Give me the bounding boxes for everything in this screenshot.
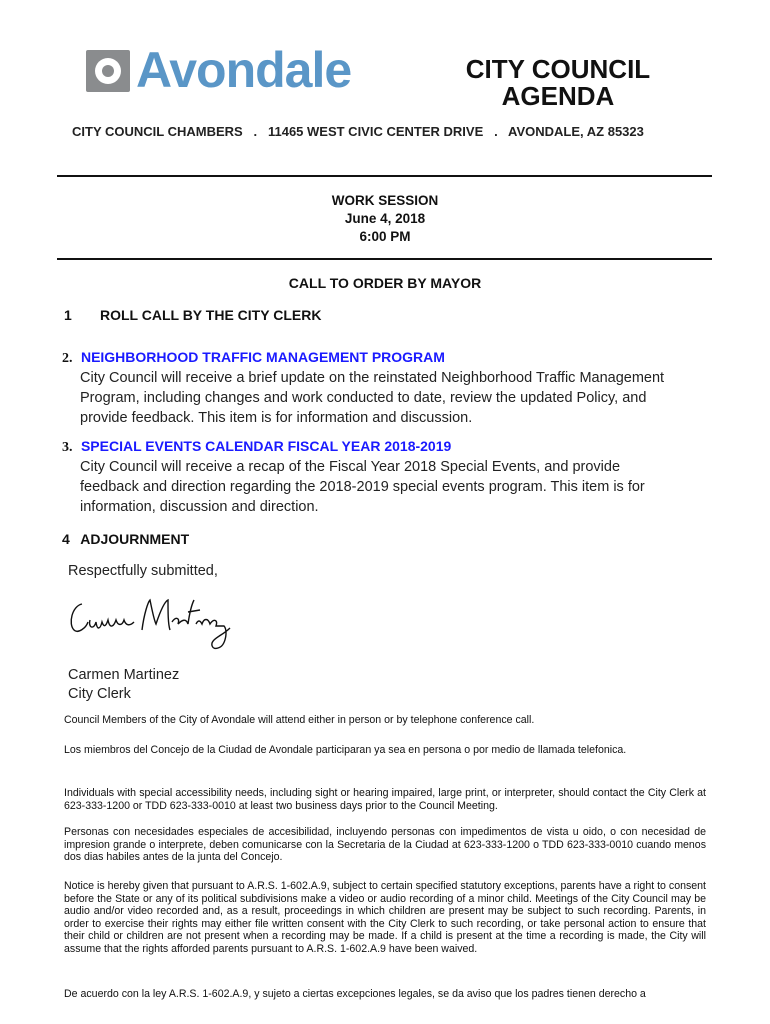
- session-divider: [57, 258, 712, 260]
- item-description: [80, 368, 705, 428]
- item-title: ROLL CALL BY THE CITY CLERK: [100, 307, 322, 323]
- item-title: ADJOURNMENT: [80, 531, 190, 547]
- description-line: information, discussion and direction.: [80, 499, 319, 515]
- item-number: 3.: [62, 440, 73, 455]
- call-to-order: CALL TO ORDER BY MAYOR: [288, 275, 482, 291]
- logo-mark-icon: [86, 50, 130, 92]
- notice-recording-es: De acuerdo con la ley A.R.S. 1-602.A.9, y sujeto a ciertas excepciones legales, se da aviso que los padres tienen derecho a: [64, 988, 646, 1000]
- chambers-address: CITY COUNCIL CHAMBERS . 11465 WEST CIVIC CENTER DRIVE . AVONDALE, AZ 85323: [72, 124, 644, 139]
- item-number: 2.: [62, 351, 73, 366]
- description-line: Program, including changes and work conducted to date, review the updated Policy, and: [80, 390, 647, 406]
- clerk-role: City Clerk: [68, 686, 131, 702]
- description-line: City Council will receive a recap of the Fiscal Year 2018 Special Events, and provide: [80, 459, 621, 475]
- item-title-link[interactable]: SPECIAL EVENTS CALENDAR FISCAL YEAR 2018-2019: [80, 438, 452, 454]
- session-time: 6:00 PM: [359, 229, 411, 244]
- notice-accessibility: Individuals with special accessibility needs, including sight or hearing impaired, large print, or interpreter, should contact the City Clerk at 623-333-1200 or TDD 623-333-0010 at least two business days prior to the Council Meeting.: [64, 787, 706, 812]
- session-type: WORK SESSION: [331, 193, 439, 208]
- item-number: 4: [62, 531, 70, 547]
- agenda-title: [440, 56, 676, 110]
- item-title-link[interactable]: NEIGHBORHOOD TRAFFIC MANAGEMENT PROGRAM: [80, 349, 445, 365]
- notice-accessibility-es: Personas con necesidades especiales de accesibilidad, incluyendo personas con impedimentos de vista u oido, o con necesidad de impresion grande o interprete, deben comunicarse con la Secretaria de la Ciudad at 623-333-1200 o TDD 623-333-0010 cuando menos dos dias habiles antes de la junta del Concejo.: [64, 826, 706, 864]
- clerk-block: [68, 666, 179, 704]
- agenda-title-line2: AGENDA: [501, 81, 615, 111]
- agenda-title-line1: CITY COUNCIL: [465, 54, 651, 84]
- item-description: [80, 457, 705, 517]
- agenda-item-1: [64, 307, 72, 325]
- agenda-item-3: [62, 438, 451, 456]
- clerk-signature-image: [64, 590, 244, 660]
- notice-attendance-es: Los miembros del Concejo de la Ciudad de Avondale participaran ya sea en persona o por medio de llamada telefonica.: [64, 744, 627, 756]
- respectfully-submitted: Respectfully submitted,: [68, 563, 218, 579]
- agenda-item-2: [62, 349, 445, 367]
- description-line: provide feedback. This item is for information and discussion.: [80, 410, 473, 426]
- item-number: 1: [64, 307, 72, 323]
- logo-wordmark: Avondale: [136, 42, 352, 98]
- description-line: City Council will receive a brief update on the reinstated Neighborhood Traffic Management: [80, 370, 665, 386]
- avondale-logo: [86, 42, 376, 98]
- clerk-name: Carmen Martinez: [68, 667, 180, 683]
- notice-recording: Notice is hereby given that pursuant to A.R.S. 1-602.A.9, subject to certain specified statutory exceptions, parents have a right to consent before the State or any of its political subdivisions make a video or audio recording of a minor child. Meetings of the City Council may be audio and/or video recorded and, as a result, proceedings in which children are present may be subject to such recording. Parents, in order to exercise their rights may either file written consent with the City Clerk to such recording, or take personal action to ensure that their child or children are not present when a recording may be made. If a child is present at the time a recording is made, the City will assume that the rights afforded parents pursuant to A.R.S. 1-602.A.9 have been waived.: [64, 880, 706, 955]
- notice-attendance: Council Members of the City of Avondale will attend either in person or by telephone conference call.: [64, 714, 535, 726]
- agenda-item-4: [62, 531, 189, 549]
- session-info: [200, 192, 570, 246]
- header-divider: [57, 175, 712, 177]
- description-line: feedback and direction regarding the 2018-2019 special events program. This item is for: [80, 479, 645, 495]
- session-date: June 4, 2018: [344, 211, 426, 226]
